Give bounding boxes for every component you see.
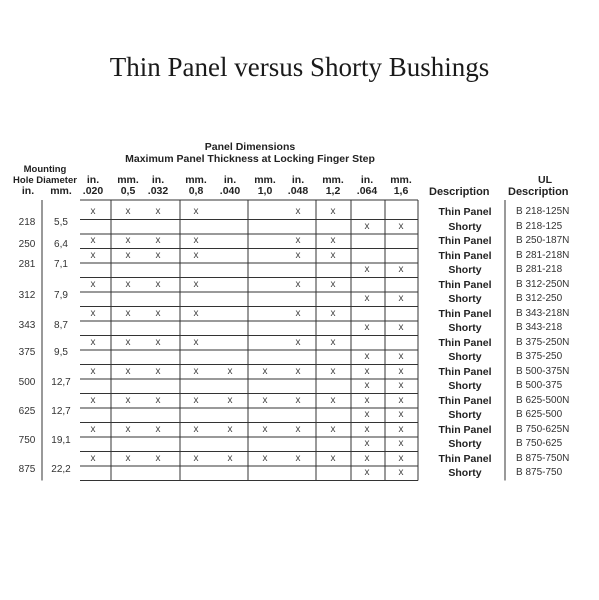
availability-mark: x — [364, 380, 370, 391]
thickness-value-label: .040 — [219, 185, 241, 197]
row-description: Shorty — [448, 351, 482, 363]
availability-mark: x — [398, 264, 404, 275]
availability-mark: x — [330, 365, 336, 377]
thickness-value-label: 0,8 — [188, 185, 204, 197]
availability-mark: x — [364, 467, 370, 478]
mounting-mm-value: 12,7 — [51, 377, 71, 388]
availability-mark: x — [125, 423, 131, 435]
row-description: Shorty — [448, 380, 482, 392]
availability-mark: x — [330, 249, 336, 261]
availability-mark: x — [364, 351, 370, 362]
availability-mark: x — [364, 394, 370, 406]
availability-mark: x — [398, 322, 404, 333]
row-description: Shorty — [448, 438, 482, 450]
row-description: Shorty — [448, 264, 482, 276]
row-description: Shorty — [448, 467, 482, 479]
availability-mark: x — [90, 336, 96, 348]
availability-mark: x — [193, 336, 199, 348]
mounting-in-value: 312 — [18, 290, 36, 301]
row-ul-description: B 750-625N — [516, 423, 570, 435]
row-ul-description: B 218-125N — [516, 206, 570, 217]
availability-mark: x — [295, 423, 301, 435]
availability-mark: x — [193, 394, 199, 406]
row-description: Shorty — [448, 220, 482, 233]
thickness-unit-label: mm. — [185, 174, 207, 186]
availability-mark: x — [262, 452, 268, 464]
row-description: Shorty — [448, 409, 482, 421]
row-description: Thin Panel — [438, 307, 492, 320]
row-description: Thin Panel — [438, 394, 492, 407]
row-ul-description: B 875-750 — [516, 467, 563, 478]
availability-mark: x — [125, 336, 131, 348]
thickness-value-label: 0,5 — [120, 185, 136, 197]
availability-mark: x — [193, 235, 199, 246]
thickness-unit-label: mm. — [322, 174, 344, 186]
ul-description-heading: Description — [508, 186, 569, 198]
availability-mark: x — [155, 206, 161, 217]
availability-mark: x — [90, 249, 96, 261]
availability-mark: x — [330, 235, 336, 246]
mounting-mm-value: 22,2 — [51, 464, 71, 475]
availability-mark: x — [295, 249, 301, 261]
row-description: Thin Panel — [438, 278, 492, 291]
mounting-mm-value: 7,9 — [54, 290, 68, 301]
availability-mark: x — [227, 423, 233, 435]
availability-mark: x — [155, 336, 161, 348]
thickness-value-label: 1,2 — [325, 185, 341, 197]
row-ul-description: B 281-218 — [516, 264, 563, 275]
row-ul-description: B 625-500N — [516, 394, 570, 406]
row-ul-description: B 375-250N — [516, 336, 570, 348]
availability-mark: x — [262, 394, 268, 406]
max-thickness-heading: Maximum Panel Thickness at Locking Finger Step — [125, 153, 375, 165]
row-description: Thin Panel — [438, 206, 492, 218]
availability-mark: x — [125, 278, 131, 290]
thickness-unit-label: mm. — [390, 174, 412, 186]
availability-mark: x — [295, 206, 301, 217]
availability-mark: x — [364, 438, 370, 449]
availability-mark: x — [227, 452, 233, 464]
thickness-unit-label: in. — [291, 174, 305, 186]
availability-mark: x — [125, 365, 131, 377]
availability-mark: x — [295, 278, 301, 290]
availability-mark: x — [262, 423, 268, 435]
availability-mark: x — [125, 307, 131, 319]
availability-mark: x — [330, 423, 336, 435]
availability-mark: x — [90, 394, 96, 406]
availability-mark: x — [398, 438, 404, 449]
availability-mark: x — [193, 307, 199, 319]
availability-mark: x — [398, 351, 404, 362]
mounting-in-value: 343 — [18, 320, 36, 331]
availability-mark: x — [295, 307, 301, 319]
availability-mark: x — [155, 278, 161, 290]
availability-mark: x — [330, 307, 336, 319]
availability-mark: x — [155, 249, 161, 261]
mounting-mm-value: 9,5 — [54, 347, 68, 358]
row-description: Thin Panel — [438, 336, 492, 349]
mount-mm-unit: mm. — [50, 185, 72, 197]
availability-mark: x — [90, 307, 96, 319]
thickness-unit-label: in. — [360, 174, 374, 186]
row-ul-description: B 250-187N — [516, 235, 570, 246]
row-ul-description: B 343-218 — [516, 322, 563, 333]
description-heading: Description — [429, 186, 490, 198]
availability-mark: x — [364, 322, 370, 333]
availability-mark: x — [398, 423, 404, 435]
mount-in-unit: in. — [21, 185, 35, 197]
availability-mark: x — [330, 336, 336, 348]
availability-mark: x — [193, 452, 199, 464]
availability-mark: x — [364, 365, 370, 377]
mounting-mm-value: 8,7 — [54, 320, 68, 331]
mounting-in-value: 375 — [18, 347, 36, 358]
availability-mark: x — [125, 235, 131, 246]
availability-mark: x — [330, 452, 336, 464]
mounting-heading: Mounting — [23, 164, 67, 175]
row-ul-description: B 312-250N — [516, 278, 570, 290]
availability-mark: x — [364, 220, 370, 232]
row-ul-description: B 875-750N — [516, 452, 570, 464]
mounting-mm-value: 7,1 — [54, 259, 68, 270]
row-description: Shorty — [448, 293, 482, 305]
availability-mark: x — [193, 249, 199, 261]
thickness-value-label: 1,6 — [393, 185, 409, 197]
availability-mark: x — [330, 278, 336, 290]
row-ul-description: B 625-500 — [516, 409, 563, 420]
row-description: Thin Panel — [438, 423, 492, 436]
availability-mark: x — [90, 365, 96, 377]
availability-mark: x — [398, 467, 404, 478]
availability-mark: x — [398, 293, 404, 304]
thickness-unit-label: mm. — [254, 174, 276, 186]
availability-mark: x — [398, 452, 404, 464]
hole-diameter-heading: Hole Diameter — [13, 175, 77, 186]
panel-dimensions-heading: Panel Dimensions — [204, 141, 296, 153]
availability-mark: x — [364, 423, 370, 435]
thickness-value-label: 1,0 — [257, 185, 273, 197]
availability-mark: x — [125, 249, 131, 261]
availability-mark: x — [295, 365, 301, 377]
row-ul-description: B 500-375 — [516, 380, 563, 391]
availability-mark: x — [155, 235, 161, 246]
availability-mark: x — [155, 423, 161, 435]
availability-mark: x — [330, 206, 336, 217]
availability-mark: x — [193, 206, 199, 217]
mounting-in-value: 281 — [18, 259, 36, 270]
thickness-value-label: .048 — [287, 185, 309, 197]
availability-mark: x — [90, 278, 96, 290]
availability-mark: x — [155, 452, 161, 464]
row-description: Thin Panel — [438, 249, 492, 262]
mounting-mm-value: 6,4 — [54, 239, 68, 250]
mounting-in-value: 250 — [18, 239, 36, 250]
row-description: Thin Panel — [438, 235, 492, 247]
availability-mark: x — [364, 264, 370, 275]
thickness-unit-label: in. — [86, 174, 100, 186]
availability-mark: x — [330, 394, 336, 406]
availability-mark: x — [90, 206, 96, 217]
row-description: Thin Panel — [438, 452, 492, 465]
thickness-unit-label: in. — [151, 174, 165, 186]
availability-mark: x — [295, 394, 301, 406]
row-ul-description: B 312-250 — [516, 293, 563, 304]
mounting-mm-value: 12,7 — [51, 406, 71, 417]
availability-mark: x — [364, 452, 370, 464]
availability-mark: x — [398, 220, 404, 232]
availability-mark: x — [227, 394, 233, 406]
availability-mark: x — [125, 394, 131, 406]
availability-mark: x — [364, 409, 370, 420]
availability-mark: x — [155, 307, 161, 319]
mounting-in-value: 625 — [18, 406, 36, 417]
availability-mark: x — [227, 365, 233, 377]
mounting-mm-value: 19,1 — [51, 435, 71, 446]
page-title: Thin Panel versus Shorty Bushings — [109, 52, 490, 82]
availability-mark: x — [398, 409, 404, 420]
row-description: Shorty — [448, 322, 482, 334]
availability-mark: x — [125, 452, 131, 464]
availability-mark: x — [295, 235, 301, 246]
availability-mark: x — [90, 423, 96, 435]
availability-mark: x — [193, 423, 199, 435]
thickness-unit-label: mm. — [117, 174, 139, 186]
row-ul-description: B 375-250 — [516, 351, 563, 362]
availability-mark: x — [398, 365, 404, 377]
availability-mark: x — [90, 452, 96, 464]
row-ul-description: B 750-625 — [516, 438, 563, 449]
availability-mark: x — [125, 206, 131, 217]
row-ul-description: B 343-218N — [516, 307, 570, 319]
availability-mark: x — [295, 336, 301, 348]
availability-mark: x — [90, 235, 96, 246]
ul-heading: UL — [538, 174, 552, 186]
thickness-unit-label: in. — [223, 174, 237, 186]
availability-mark: x — [155, 365, 161, 377]
availability-mark: x — [295, 452, 301, 464]
availability-mark: x — [364, 293, 370, 304]
mounting-in-value: 750 — [18, 435, 36, 446]
availability-mark: x — [398, 394, 404, 406]
availability-mark: x — [398, 380, 404, 391]
mounting-mm-value: 5,5 — [54, 217, 68, 228]
row-ul-description: B 281-218N — [516, 249, 570, 261]
row-description: Thin Panel — [438, 365, 492, 378]
thickness-value-label: .020 — [82, 185, 104, 197]
mounting-in-value: 500 — [18, 377, 36, 388]
availability-mark: x — [262, 365, 268, 377]
thickness-value-label: .032 — [147, 185, 169, 197]
mounting-in-value: 875 — [18, 464, 36, 475]
availability-mark: x — [155, 394, 161, 406]
row-ul-description: B 500-375N — [516, 365, 570, 377]
mounting-in-value: 218 — [18, 217, 36, 228]
thickness-value-label: .064 — [356, 185, 378, 197]
availability-mark: x — [193, 365, 199, 377]
row-ul-description: B 218-125 — [516, 220, 563, 232]
availability-mark: x — [193, 278, 199, 290]
